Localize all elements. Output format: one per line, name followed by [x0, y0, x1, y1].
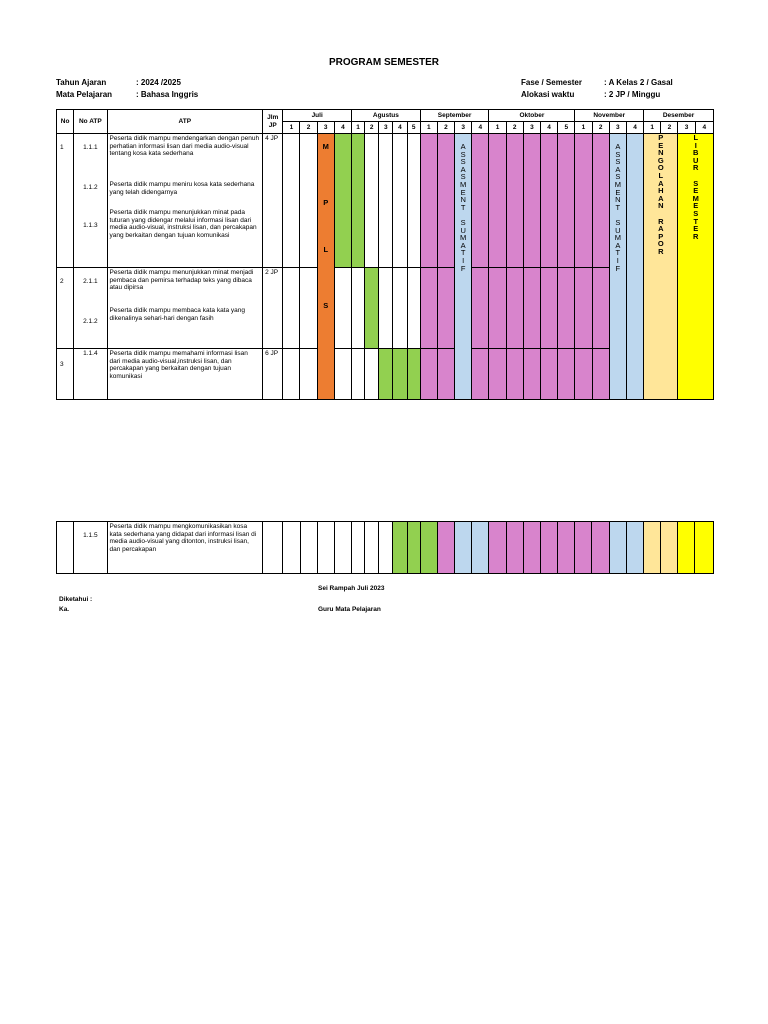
vertical-letter: A — [460, 142, 466, 151]
month-september: September — [420, 110, 489, 122]
week-cell: 3 — [379, 122, 393, 134]
mapel-label: Mata Pelajaran — [56, 90, 113, 99]
vertical-letter: S — [460, 149, 466, 159]
week-cell: 2 — [437, 122, 454, 134]
vertical-letter: P — [658, 133, 664, 142]
vertical-letter: N — [460, 195, 466, 205]
vertical-letter: I — [462, 255, 465, 265]
vertical-letter: A — [460, 164, 466, 174]
vertical-letter: U — [615, 225, 621, 235]
week-cell: 3 — [455, 122, 472, 134]
vertical-letter: M — [614, 233, 621, 243]
pink-week — [489, 268, 506, 349]
pink-week — [506, 522, 523, 574]
vertical-letter: A — [658, 193, 664, 203]
alokasi-label: Alokasi waktu — [521, 90, 575, 99]
vertical-letter: A — [615, 240, 621, 250]
week-slot — [300, 522, 317, 574]
vertical-letter: F — [615, 263, 621, 273]
vertical-letter: E — [460, 187, 466, 197]
program-semester-table — [56, 109, 714, 400]
week-cell: 3 — [678, 122, 695, 134]
week-cell: 4 — [393, 122, 407, 134]
jlm-jp: 2 JP — [263, 268, 283, 349]
jlm-jp: 6 JP — [263, 349, 283, 400]
atp-texts — [107, 134, 263, 268]
fase-label: Fase / Semester — [521, 78, 582, 87]
week-cell: 4 — [334, 122, 351, 134]
pink-week — [489, 349, 506, 400]
rapor-week — [661, 522, 678, 574]
pink-week — [592, 349, 609, 400]
pink-week — [420, 134, 437, 268]
pink-week — [592, 268, 609, 349]
week-slot — [300, 349, 317, 400]
week-slot — [352, 268, 365, 349]
pink-week — [523, 134, 540, 268]
week-slot — [352, 522, 365, 574]
atp-text: Peserta didik mampu menunjukkan minat menjadi pembaca dan pemirsa terhadap teks yang dibaca atau dipirsa — [109, 269, 254, 291]
jlm-jp: 4 JP — [263, 134, 283, 268]
atp-code: 1.1.3 — [83, 222, 98, 229]
vertical-letter: S — [460, 217, 466, 227]
week-slot — [365, 134, 379, 268]
pink-week — [592, 134, 609, 268]
vertical-letter: T — [615, 248, 621, 258]
week-slot — [393, 268, 407, 349]
month-agustus: Agustus — [352, 110, 421, 122]
pink-week — [540, 522, 557, 574]
month-november: November — [575, 110, 644, 122]
pink-week — [523, 522, 540, 574]
pink-week — [472, 349, 489, 400]
vertical-letter: S — [615, 157, 621, 167]
effective-week — [352, 134, 365, 268]
asesmen-extension — [626, 134, 643, 400]
week-slot — [283, 268, 300, 349]
pink-week — [558, 349, 575, 400]
row-no — [57, 522, 74, 574]
vertical-letter: E — [693, 186, 699, 196]
asesmen-week — [455, 522, 472, 574]
vertical-letter: T — [615, 202, 621, 212]
pink-week — [489, 522, 506, 574]
diketahui-label: Diketahui : — [59, 596, 93, 603]
vertical-letter: U — [460, 225, 466, 235]
effective-week — [393, 522, 407, 574]
pengolahan-rapor — [644, 134, 678, 400]
pengolahan-rapor-label — [644, 134, 677, 256]
asesmen-label — [455, 143, 471, 272]
atp-code: 2.1.1 — [83, 278, 98, 285]
week-cell: 2 — [300, 122, 317, 134]
pink-week — [575, 522, 592, 574]
week-cell: 4 — [626, 122, 643, 134]
guru-label: Guru Mata Pelajaran — [318, 606, 381, 613]
week-cell: 1 — [489, 122, 506, 134]
atp-text: Peserta didik mampu mengkomunikasikan kosa kata sederhana yang didapat dari informasi lisan di media audio-visual yang ditonton, instruksi lisan, dan percakapan — [109, 523, 257, 553]
libur-semester-label — [678, 134, 713, 240]
week-slot — [393, 134, 407, 268]
row-no: 1 — [57, 134, 74, 268]
vertical-letter: S — [615, 149, 621, 159]
vertical-letter: S — [693, 208, 699, 218]
vertical-letter: A — [460, 240, 466, 250]
vertical-letter: E — [693, 201, 699, 211]
vertical-letter: S — [693, 178, 699, 188]
asesmen-sumatif-november — [609, 134, 626, 400]
vertical-letter: U — [693, 155, 699, 165]
pink-week — [592, 522, 609, 574]
vertical-letter: M — [692, 193, 699, 203]
atp-text: Peserta didik mampu memahami informasi lisan dari media audio-visual,instruksi lisan, dan percakapan yang berkaitan dengan tujuan komunikasi — [109, 350, 248, 380]
atp-codes — [74, 134, 107, 268]
effective-week — [379, 349, 393, 400]
page-title: PROGRAM SEMESTER — [328, 57, 439, 68]
vertical-letter: P — [658, 231, 664, 241]
vertical-letter: R — [658, 216, 664, 226]
atp-code: 1.1.5 — [83, 532, 98, 539]
tahun-label: Tahun Ajaran — [56, 78, 107, 87]
vertical-letter: O — [657, 239, 664, 249]
pink-week — [506, 268, 523, 349]
atp-texts — [107, 268, 263, 349]
pink-week — [575, 134, 592, 268]
vertical-letter: S — [460, 172, 466, 182]
vertical-letter: S — [460, 157, 466, 167]
program-semester-table-continued — [56, 521, 714, 574]
pink-week — [575, 268, 592, 349]
mpls-letter: P — [323, 197, 329, 207]
mpls-cell — [317, 134, 334, 400]
pink-week — [523, 349, 540, 400]
vertical-letter: E — [615, 187, 621, 197]
week-cell: 3 — [317, 122, 334, 134]
effective-week — [407, 522, 420, 574]
pink-week — [437, 349, 454, 400]
vertical-letter: A — [658, 224, 664, 234]
vertical-letter: I — [616, 255, 619, 265]
week-slot — [379, 522, 393, 574]
atp-text: Peserta didik mampu mendengarkan dengan penuh perhatian informasi lisan dari media audio-visual tentang kosa kata sederhana — [109, 135, 260, 157]
pink-week — [558, 268, 575, 349]
row-no: 2 — [57, 268, 74, 349]
vertical-letter: H — [658, 186, 664, 196]
week-cell: 3 — [609, 122, 626, 134]
pink-week — [506, 134, 523, 268]
libur-semester — [678, 134, 714, 400]
atp-text: Peserta didik mampu meniru kosa kata sederhana yang telah didengarnya — [109, 181, 255, 196]
vertical-letter: M — [460, 179, 467, 189]
vertical-letter: I — [694, 140, 697, 150]
mapel-value: : Bahasa Inggris — [136, 90, 199, 99]
atp-texts — [107, 349, 263, 400]
pink-week — [540, 268, 557, 349]
atp-codes — [74, 268, 107, 349]
week-cell: 1 — [352, 122, 365, 134]
week-cell: 1 — [283, 122, 300, 134]
week-slot — [283, 349, 300, 400]
pink-week — [506, 349, 523, 400]
vertical-letter: N — [615, 195, 621, 205]
pink-week — [489, 134, 506, 268]
atp-codes — [74, 522, 107, 574]
pink-week — [437, 134, 454, 268]
week-slot — [334, 349, 351, 400]
pink-week — [437, 268, 454, 349]
rapor-week — [643, 522, 660, 574]
vertical-letter: M — [614, 179, 621, 189]
vertical-letter: R — [693, 163, 699, 173]
week-cell: 1 — [644, 122, 661, 134]
pink-week — [420, 268, 437, 349]
asesmen-week — [626, 522, 643, 574]
week-slot — [334, 268, 351, 349]
week-slot — [365, 522, 379, 574]
place-date: Sei Rampah Juli 2023 — [318, 585, 385, 592]
week-slot — [379, 134, 393, 268]
pink-week — [575, 349, 592, 400]
pink-week — [523, 268, 540, 349]
vertical-letter: B — [693, 148, 699, 158]
row-no: 3 — [57, 349, 74, 400]
header-no: No — [57, 110, 74, 134]
atp-texts — [107, 522, 263, 574]
effective-week — [407, 349, 420, 400]
atp-code: 1.1.1 — [83, 144, 98, 151]
jlm-jp — [263, 522, 283, 574]
atp-text: Peserta didik mampu menunjukkan minat pada tuturan yang didengar melalui informasi lisan dari media audio-visual, instruksi lisan, dan percakapan yang berkaitan dengan tujuan komunikasi — [109, 209, 257, 239]
week-cell: 4 — [472, 122, 489, 134]
mpls-letter: S — [323, 300, 329, 310]
week-cell: 2 — [661, 122, 678, 134]
header-atp: ATP — [107, 110, 263, 134]
vertical-letter: L — [693, 133, 699, 142]
mpls-letter: M — [322, 142, 329, 151]
vertical-letter: L — [658, 170, 664, 180]
asesmen-week — [472, 522, 489, 574]
vertical-letter: T — [460, 248, 466, 258]
atp-code: 1.1.4 — [83, 350, 98, 357]
vertical-letter: F — [460, 263, 466, 273]
pink-week — [472, 134, 489, 268]
effective-week — [420, 522, 437, 574]
week-cell: 2 — [506, 122, 523, 134]
week-slot — [407, 268, 420, 349]
week-cell: 5 — [407, 122, 420, 134]
week-slot — [407, 134, 420, 268]
pink-week — [420, 349, 437, 400]
week-slot — [283, 134, 300, 268]
atp-text: Peserta didik mampu membaca kata kata yang dikenalinya sehari-hari dengan fasih — [109, 307, 245, 322]
week-slot — [317, 522, 334, 574]
week-slot — [365, 349, 379, 400]
week-cell: 2 — [592, 122, 609, 134]
effective-week — [393, 349, 407, 400]
week-cell: 3 — [523, 122, 540, 134]
vertical-letter: T — [460, 202, 466, 212]
libur-week — [695, 522, 714, 574]
vertical-letter: G — [657, 155, 664, 165]
asesmen-week — [609, 522, 626, 574]
asesmen-label — [610, 143, 626, 272]
mpls-letter: L — [323, 245, 329, 255]
tahun-value: : 2024 /2025 — [136, 78, 181, 87]
vertical-letter: S — [615, 217, 621, 227]
vertical-letter: E — [693, 224, 699, 234]
libur-week — [678, 522, 695, 574]
vertical-letter: O — [657, 163, 664, 173]
vertical-letter: A — [658, 178, 664, 188]
vertical-letter: A — [615, 164, 621, 174]
fase-value: : A Kelas 2 / Gasal — [604, 78, 673, 87]
header-no-atp: No ATP — [74, 110, 107, 134]
week-slot — [352, 349, 365, 400]
atp-code: 1.1.2 — [83, 184, 98, 191]
vertical-letter: N — [658, 148, 664, 158]
week-slot — [283, 522, 300, 574]
pink-week — [558, 522, 575, 574]
pink-week — [472, 268, 489, 349]
month-oktober: Oktober — [489, 110, 575, 122]
header-jlm-jp: Jlm JP — [263, 110, 283, 134]
vertical-letter: N — [658, 201, 664, 211]
vertical-letter: R — [693, 231, 699, 241]
vertical-letter: R — [658, 246, 664, 256]
month-juli: Juli — [283, 110, 352, 122]
week-cell: 1 — [575, 122, 592, 134]
week-slot — [300, 268, 317, 349]
week-cell: 1 — [420, 122, 437, 134]
pink-week — [540, 349, 557, 400]
asesmen-sumatif-september — [455, 134, 472, 400]
vertical-letter: M — [460, 233, 467, 243]
vertical-letter: S — [615, 172, 621, 182]
vertical-letter: A — [615, 142, 621, 151]
atp-codes — [74, 349, 107, 400]
week-cell: 5 — [558, 122, 575, 134]
week-slot — [334, 522, 351, 574]
pink-week — [540, 134, 557, 268]
pink-week — [437, 522, 454, 574]
week-cell: 2 — [365, 122, 379, 134]
week-cell: 4 — [695, 122, 713, 134]
week-cell: 4 — [540, 122, 557, 134]
week-slot — [379, 268, 393, 349]
atp-code: 2.1.2 — [83, 318, 98, 325]
vertical-letter: E — [658, 140, 664, 150]
week-slot — [300, 134, 317, 268]
month-desember: Desember — [644, 110, 714, 122]
vertical-letter: T — [693, 216, 699, 226]
pink-week — [558, 134, 575, 268]
ka-label: Ka. — [59, 606, 70, 613]
effective-week — [365, 268, 379, 349]
effective-week — [334, 134, 351, 268]
alokasi-value: : 2 JP / Minggu — [604, 90, 661, 99]
